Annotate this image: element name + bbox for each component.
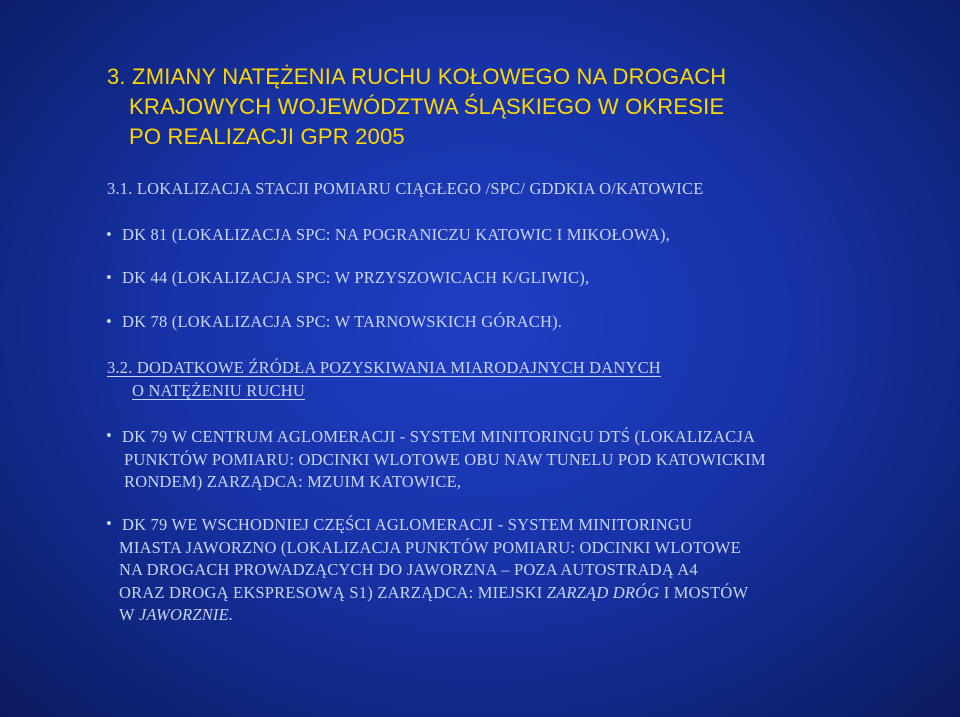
item-line-3: NA DROGACH PROWADZĄCYCH DO JAWORZNA – POZA AUTOSTRADĄ A4 — [119, 560, 698, 579]
item-line-5-b: JAWORZNIE. — [138, 605, 234, 624]
section-1-heading: 3.1. LOKALIZACJA STACJI POMIARU CIĄGŁEGO /SPC/ GDDKIA O/KATOWICE — [107, 179, 704, 198]
section-2-item-2 — [106, 514, 749, 627]
item-line-5-a: W — [119, 605, 139, 624]
bullet-icon: • — [106, 268, 112, 287]
section-1-item-1 — [106, 225, 670, 245]
slide-title — [107, 62, 867, 152]
item-line-4 — [119, 582, 748, 605]
title-line-3: PO REALIZACJI GPR 2005 — [129, 124, 405, 149]
section-2-heading-line-1: 3.2. DODATKOWE ŹRÓDŁA POZYSKIWANIA MIARODAJNYCH DANYCH — [107, 358, 661, 377]
section-2-heading-line-2: O NATĘŻENIU RUCHU — [132, 381, 305, 400]
item-text: DK 78 (LOKALIZACJA SPC: W TARNOWSKICH GÓRACH). — [122, 312, 563, 331]
section-1-item-3 — [106, 312, 563, 332]
section-2-heading — [107, 358, 661, 401]
item-line-1: DK 79 W CENTRUM AGLOMERACJI - SYSTEM MINITORINGU DTŚ (LOKALIZACJA — [122, 427, 756, 446]
bullet-icon: • — [106, 514, 112, 533]
item-line-3: RONDEM) ZARZĄDCA: MZUIM KATOWICE, — [124, 472, 462, 491]
item-line-2: PUNKTÓW POMIARU: ODCINKI WLOTOWE OBU NAW TUNELU POD KATOWICKIM — [124, 449, 766, 469]
item-text: DK 44 (LOKALIZACJA SPC: W PRZYSZOWICACH K/GLIWIC), — [122, 268, 590, 287]
item-line-4-a: ORAZ DROGĄ EKSPRESOWĄ S1) ZARZĄDCA: MIEJSKI — [119, 582, 547, 602]
bullet-icon: • — [106, 312, 112, 331]
section-2-item-1 — [106, 426, 766, 494]
section-1-item-2 — [106, 268, 590, 288]
item-line-4-b: ZARZĄD DRÓG — [546, 582, 660, 602]
title-line-1: 3. ZMIANY NATĘŻENIA RUCHU KOŁOWEGO NA DROGACH — [107, 64, 727, 89]
item-text: DK 81 (LOKALIZACJA SPC: NA POGRANICZU KATOWIC I MIKOŁOWA), — [122, 225, 670, 244]
item-line-5 — [119, 604, 748, 627]
bullet-icon: • — [106, 426, 112, 445]
item-line-1: DK 79 WE WSCHODNIEJ CZĘŚCI AGLOMERACJI - SYSTEM MINITORINGU — [122, 515, 693, 534]
item-line-2: MIASTA JAWORZNO (LOKALIZACJA PUNKTÓW POMIARU: ODCINKI WLOTOWE — [119, 537, 741, 557]
item-line-4-c: I MOSTÓW — [659, 582, 749, 602]
bullet-icon: • — [106, 225, 112, 244]
title-line-2: KRAJOWYCH WOJEWÓDZTWA ŚLĄSKIEGO W OKRESIE — [129, 94, 725, 119]
